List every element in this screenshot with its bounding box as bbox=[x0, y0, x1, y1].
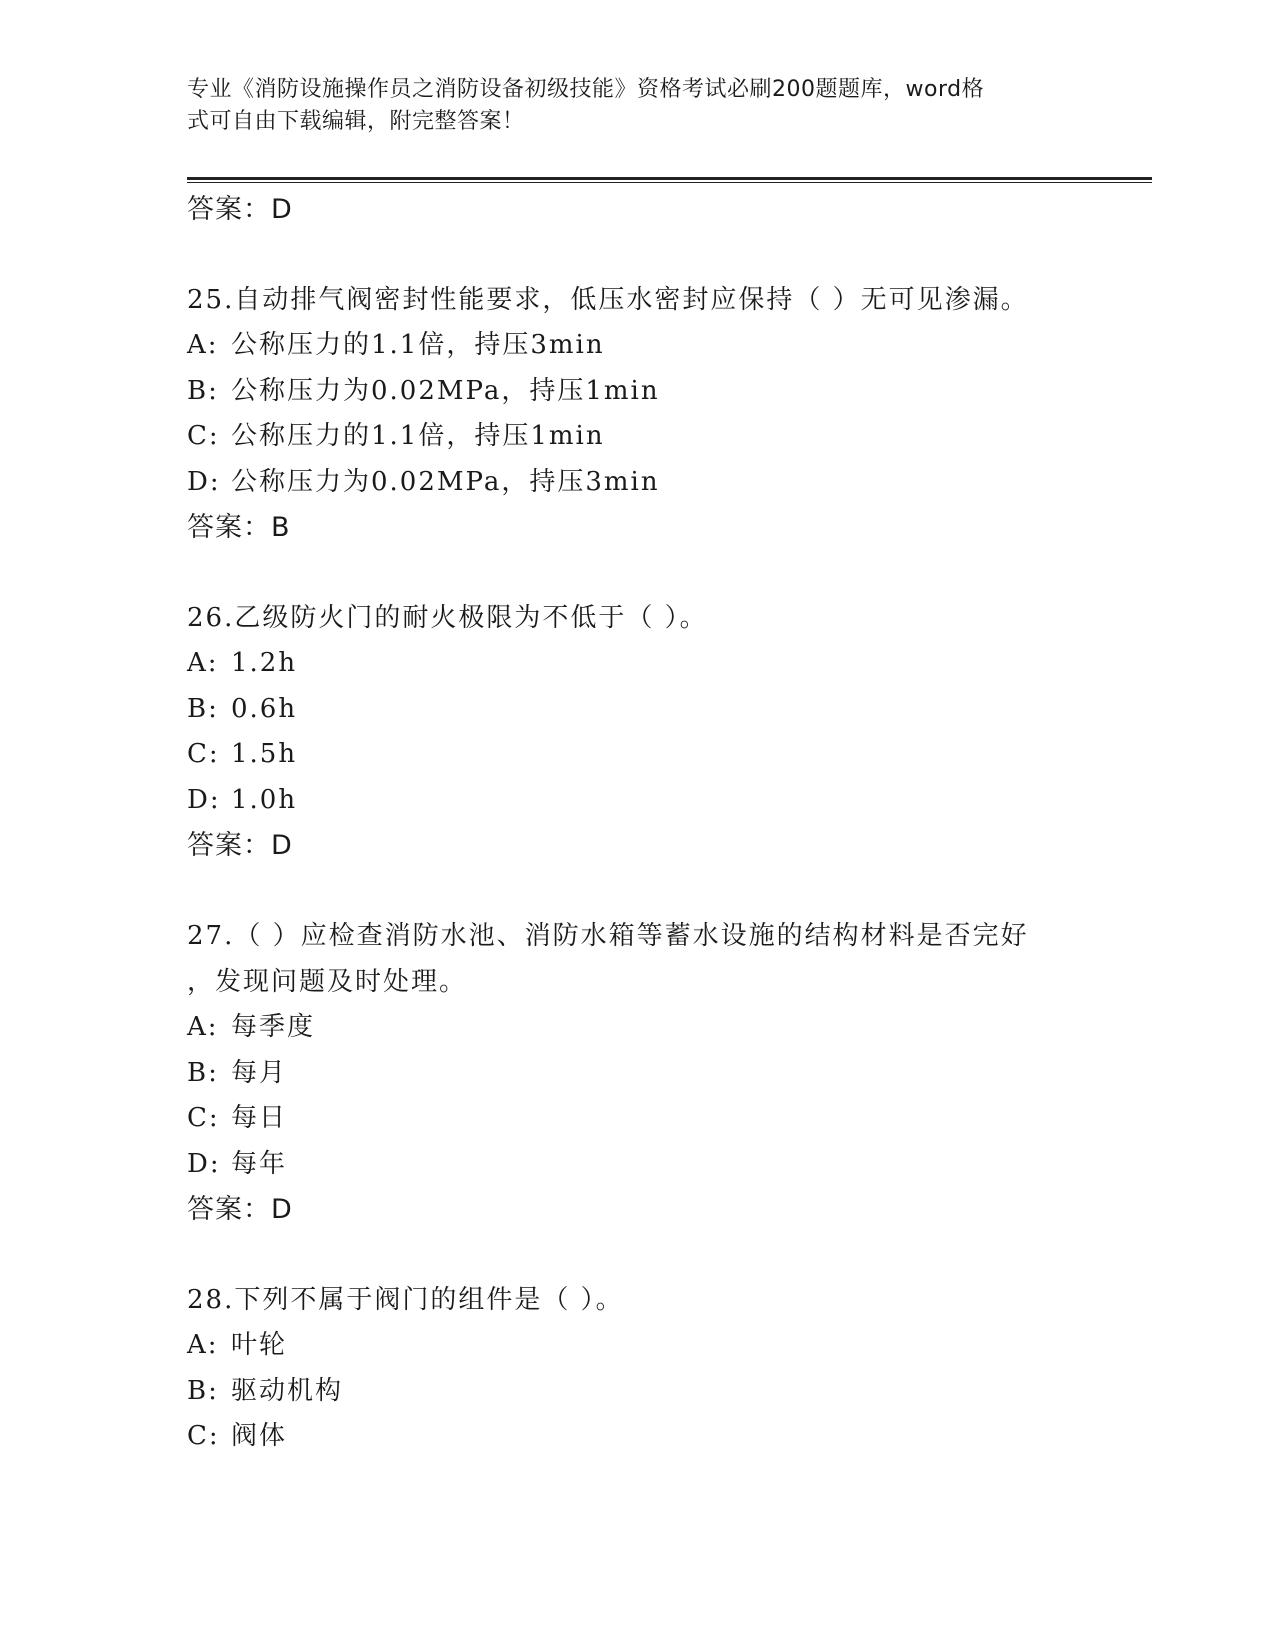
question-stem: 27.（ ）应检查消防水池、消防水箱等蓄水设施的结构材料是否完好 bbox=[187, 921, 1029, 951]
option-d bbox=[187, 460, 1152, 506]
option-text: 阀体 bbox=[231, 1421, 288, 1451]
option-c bbox=[187, 1414, 1152, 1460]
option-c bbox=[187, 414, 1152, 460]
question-28 bbox=[187, 1277, 1152, 1460]
previous-answer: 答案：D bbox=[187, 194, 293, 225]
option-text: 公称压力为0.02MPa，持压3min bbox=[231, 466, 660, 497]
question-stem: 25.自动排气阀密封性能要求，低压水密封应保持（ ）无可见渗漏。 bbox=[187, 285, 1029, 315]
option-key: B: bbox=[187, 1375, 219, 1406]
option-c bbox=[187, 732, 1152, 778]
option-key: C: bbox=[187, 739, 220, 769]
question-answer: 答案：D bbox=[187, 830, 293, 861]
option-b bbox=[187, 369, 1152, 415]
question-list bbox=[187, 187, 1152, 1460]
option-key: A: bbox=[187, 330, 219, 360]
option-text: 叶轮 bbox=[231, 1330, 288, 1360]
option-text: 每月 bbox=[231, 1057, 288, 1088]
option-a bbox=[187, 1323, 1152, 1369]
option-key: B: bbox=[187, 693, 219, 724]
option-text: 1.5h bbox=[231, 739, 298, 769]
option-key: B: bbox=[187, 1057, 219, 1088]
option-key: A: bbox=[187, 648, 219, 678]
header-line-1: 专业《消防设施操作员之消防设备初级技能》资格考试必刷200题题库，word格 bbox=[187, 77, 985, 102]
question-answer: 答案：D bbox=[187, 1194, 293, 1225]
option-text: 每日 bbox=[231, 1103, 288, 1133]
question-25 bbox=[187, 277, 1152, 551]
question-stem-continued: ，发现问题及时处理。 bbox=[187, 967, 468, 997]
option-key: D: bbox=[187, 466, 221, 497]
option-key: B: bbox=[187, 375, 219, 406]
question-stem: 28.下列不属于阀门的组件是（ ）。 bbox=[187, 1285, 624, 1315]
option-key: A: bbox=[187, 1012, 219, 1042]
option-c bbox=[187, 1096, 1152, 1142]
header-divider-thin bbox=[187, 182, 1152, 183]
option-d bbox=[187, 778, 1152, 824]
option-key: C: bbox=[187, 1421, 220, 1451]
option-text: 公称压力的1.1倍，持压1min bbox=[231, 421, 605, 451]
option-key: C: bbox=[187, 1103, 220, 1133]
option-b bbox=[187, 1051, 1152, 1097]
option-d bbox=[187, 1142, 1152, 1188]
option-key: D: bbox=[187, 784, 221, 815]
header-divider-thick bbox=[187, 177, 1152, 180]
question-27 bbox=[187, 913, 1152, 1233]
header-line-2: 式可自由下载编辑，附完整答案！ bbox=[187, 109, 525, 134]
option-b bbox=[187, 687, 1152, 733]
option-text: 1.0h bbox=[231, 784, 298, 815]
question-answer: 答案：B bbox=[187, 512, 291, 543]
option-text: 每季度 bbox=[231, 1012, 316, 1042]
question-26 bbox=[187, 595, 1152, 869]
option-b bbox=[187, 1369, 1152, 1415]
option-key: C: bbox=[187, 421, 220, 451]
option-text: 1.2h bbox=[231, 648, 298, 678]
option-a bbox=[187, 1005, 1152, 1051]
option-key: D: bbox=[187, 1148, 221, 1179]
option-text: 驱动机构 bbox=[231, 1375, 344, 1406]
option-text: 公称压力为0.02MPa，持压1min bbox=[231, 375, 660, 406]
option-a bbox=[187, 641, 1152, 687]
option-text: 每年 bbox=[231, 1148, 288, 1179]
question-stem: 26.乙级防火门的耐火极限为不低于（ ）。 bbox=[187, 603, 708, 633]
option-a bbox=[187, 323, 1152, 369]
option-text: 公称压力的1.1倍，持压3min bbox=[231, 330, 605, 360]
document-header bbox=[187, 74, 1067, 138]
option-text: 0.6h bbox=[231, 693, 298, 724]
option-key: A: bbox=[187, 1330, 219, 1360]
